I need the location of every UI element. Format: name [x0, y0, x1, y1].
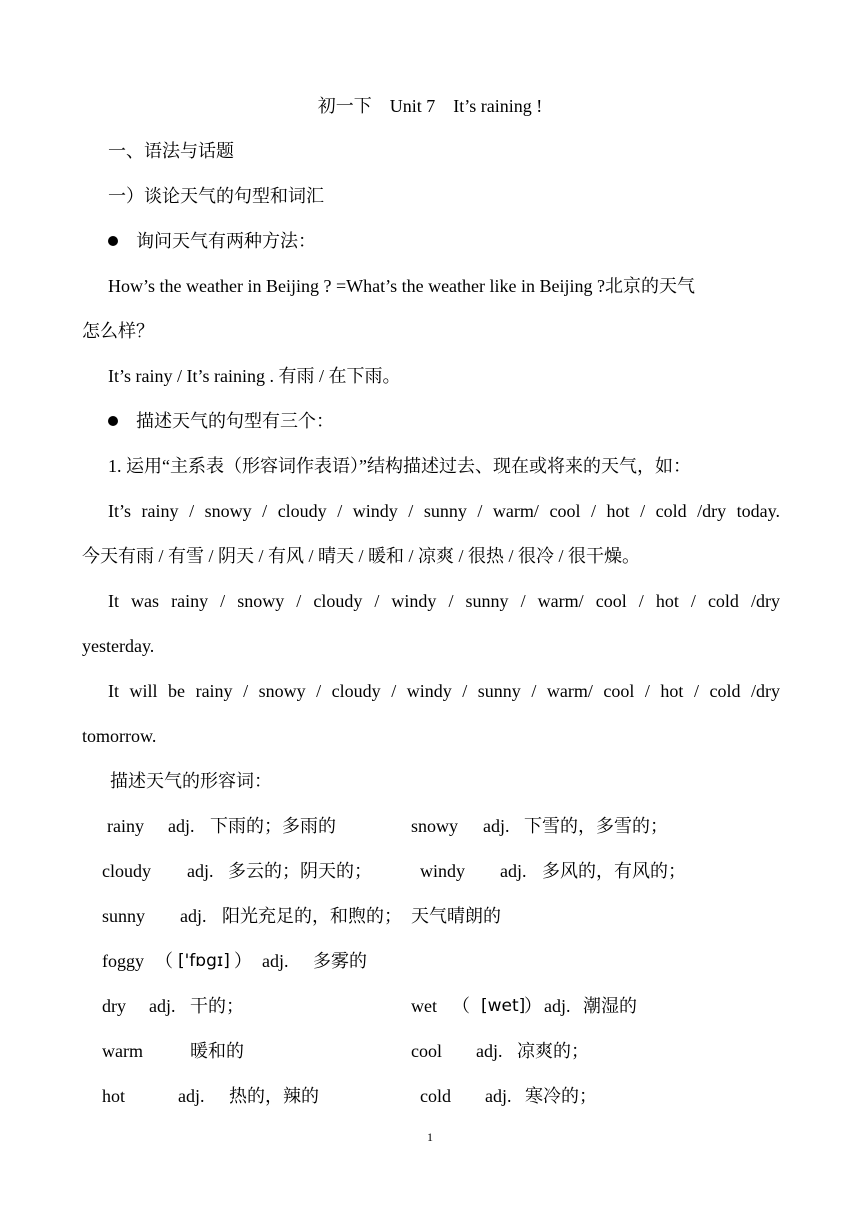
paragraph-line: It was rainy / snowy / cloudy / windy / sunny / warm/ cool / hot / cold /dry: [108, 591, 780, 611]
paragraph-line: 今天有雨 / 有雪 / 阴天 / 有风 / 晴天 / 暖和 / 凉爽 / 很热 / 很冷 / 很干燥。: [82, 546, 641, 566]
vocab-definition: 干的；: [190, 996, 244, 1016]
vocab-pos: adj.: [262, 951, 289, 971]
vocab-definition: 下雨的；多雨的: [210, 816, 336, 836]
vocab-word: wet: [411, 996, 437, 1016]
vocab-paren: ）: [234, 951, 252, 971]
bullet-text: 描述天气的句型有三个：: [136, 411, 334, 431]
vocab-definition: 寒冷的；: [525, 1086, 597, 1106]
vocab-word: hot: [102, 1086, 126, 1106]
vocab-word: cloudy: [102, 861, 151, 881]
vocab-word: sunny: [102, 906, 146, 926]
page-number: 1: [427, 1130, 433, 1144]
vocab-definition: 多云的；阴天的；: [228, 861, 372, 881]
vocab-word: rainy: [107, 816, 144, 836]
vocab-heading: 描述天气的形容词：: [110, 771, 272, 791]
vocab-definition: 下雪的，多雪的；: [524, 816, 668, 836]
vocab-pos: adj.: [485, 1086, 512, 1106]
vocab-pos: adj.: [500, 861, 527, 881]
vocab-word: warm: [102, 1041, 143, 1061]
vocab-word: foggy: [102, 951, 144, 971]
vocab-pos: adj.: [187, 861, 214, 881]
paragraph-line: yesterday.: [82, 636, 155, 656]
bullet-item: [108, 229, 808, 253]
bullet-item: [108, 409, 808, 433]
vocab-definition: 多风的，有风的；: [542, 861, 686, 881]
vocab-word: cool: [411, 1041, 442, 1061]
vocab-definition: 暖和的: [190, 1041, 244, 1061]
vocab-paren: ）: [524, 996, 542, 1016]
vocab-definition: 热的，辣的: [229, 1086, 319, 1106]
vocab-definition: 多雾的: [313, 951, 367, 971]
vocab-pos: adj.: [476, 1041, 503, 1061]
paragraph-line: 怎么样？: [82, 321, 154, 341]
vocab-pos: adj.: [544, 996, 571, 1016]
vocab-word: windy: [420, 861, 465, 881]
paragraph-line: It’s rainy / It’s raining . 有雨 / 在下雨。: [108, 366, 401, 386]
vocab-definition: 阳光充足的，和煦的； 天气晴朗的: [222, 906, 501, 926]
vocab-paren: （: [452, 996, 470, 1016]
paragraph-line: tomorrow.: [82, 726, 157, 746]
vocab-pos: adj.: [483, 816, 510, 836]
vocab-pos: adj.: [178, 1086, 205, 1106]
vocab-pos: adj.: [149, 996, 176, 1016]
paragraph-line: It will be rainy / snowy / cloudy / windy / sunny / warm/ cool / hot / cold /dry: [108, 681, 780, 701]
vocab-word: dry: [102, 996, 126, 1016]
bullet-icon: [108, 236, 118, 246]
bullet-icon: [108, 416, 118, 426]
bullet-text: 询问天气有两种方法：: [136, 231, 316, 251]
page-title: 初一下 Unit 7 It’s raining !: [317, 96, 543, 116]
vocab-definition: 凉爽的；: [517, 1041, 589, 1061]
subsection-heading: 一）谈论天气的句型和词汇: [108, 186, 324, 206]
section-heading: 一、语法与话题: [108, 141, 234, 161]
paragraph-line: 1. 运用“主系表（形容词作表语）”结构描述过去、现在或将来的天气，如：: [108, 456, 691, 476]
vocab-word: cold: [420, 1086, 451, 1106]
paragraph-line: It’s rainy / snowy / cloudy / windy / sunny / warm/ cool / hot / cold /dry today.: [108, 501, 780, 521]
vocab-phonetic: ['fɒgɪ]: [178, 951, 230, 971]
vocab-paren: （: [155, 951, 173, 971]
vocab-phonetic: [wet]: [481, 996, 526, 1016]
vocab-pos: adj.: [168, 816, 195, 836]
paragraph-line: How’s the weather in Beijing ? =What’s the weather like in Beijing ?北京的天气: [108, 276, 696, 296]
vocab-pos: adj.: [180, 906, 207, 926]
vocab-definition: 潮湿的: [583, 996, 637, 1016]
vocab-word: snowy: [411, 816, 459, 836]
